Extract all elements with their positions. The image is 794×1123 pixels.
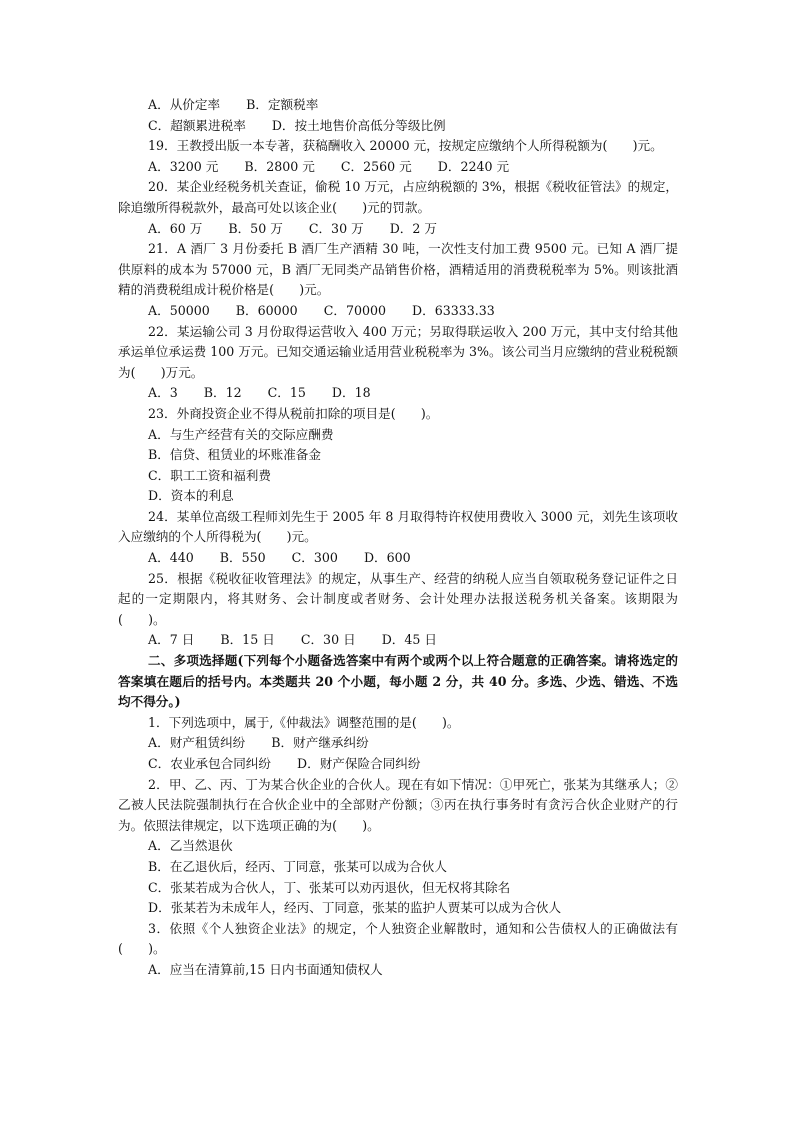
option-a: A．从价定率: [148, 97, 221, 112]
q21-options: [118, 301, 678, 322]
question-25: 25．根据《税收征收管理法》的规定，从事生产、经营的纳税人应当自领取税务登记证件之日起的一定期限内，将其财务、会计制度或者财务、会计处理办法报送税务机关备案。该期限为( )。: [118, 570, 678, 627]
q18-options-row1: [118, 95, 678, 116]
option-b: B．15 日: [220, 632, 275, 648]
option-a: A．乙当然退伙: [148, 838, 233, 854]
question-m2: 2．甲、乙、丙、丁为某合伙企业的合伙人。现在有如下情况：①甲死亡，张某为其继承人；②乙被人民法院强制执行在合伙企业中的全部财产份额；③丙在执行事务时有贪污合伙企业财产的行为。依照法律规定，以下选项正确的为( )。: [118, 776, 678, 833]
option-b: B．财产继承纠纷: [271, 735, 369, 751]
q19-options: [118, 157, 678, 178]
option-a: A．与生产经营有关的交际应酬费: [148, 426, 334, 442]
option-a: A．50000: [148, 302, 210, 318]
option-b: B．信贷、租赁业的坏账准备金: [148, 447, 321, 463]
option-b: B．在乙退伙后，经丙、丁同意，张某可以成为合伙人: [148, 858, 447, 874]
option-b: B．12: [203, 385, 242, 401]
option-a: A．应当在清算前,15 日内书面通知债权人: [148, 961, 383, 977]
m1-options-row2: [118, 754, 678, 775]
option-d: D．45 日: [381, 632, 438, 648]
question-22: 22．某运输公司 3 月份取得运营收入 400 万元；另取得联运收入 200 万元，其中支付给其他承运单位承运费 100 万元。已知交通运输业适用营业税税率为 3%。该公司当月应缴纳的营业税税额为( )万元。: [118, 323, 678, 380]
option-a: A．7 日: [148, 632, 195, 648]
question-23: 23．外商投资企业不得从税前扣除的项目是( )。: [148, 405, 439, 421]
option-b: B．定额税率: [246, 97, 319, 112]
option-c: C．300: [291, 550, 338, 566]
option-b: B．2800 元: [244, 158, 315, 174]
option-c: C．农业承包合同纠纷: [148, 756, 271, 771]
q24-options: [118, 548, 678, 569]
option-c: C．张某若成为合伙人，丁、张某可以劝丙退伙，但无权将其除名: [148, 879, 511, 895]
option-a: A．3: [148, 385, 178, 401]
section-heading-multiple-choice: 二、多项选择题(下列每个小题备选答案中有两个或两个以上符合题意的正确答案。请将选定的答案填在题后的括号内。本类题共 20 个小题，每小题 2 分，共 40 分。多选、少选、错选、不选均不得分。): [118, 653, 678, 710]
q18-options-row2: [118, 116, 678, 137]
option-c: C．70000: [323, 302, 387, 318]
option-d: D．2 万: [389, 220, 438, 236]
option-a: A．60 万: [148, 220, 203, 236]
option-d: D．2240 元: [437, 158, 510, 174]
question-19: 19．王教授出版一本专著，获稿酬收入 20000 元，按规定应缴纳个人所得税额为( )元。: [148, 138, 663, 154]
question-24: 24．某单位高级工程师刘先生于 2005 年 8 月取得特许权使用费收入 3000 元，刘先生该项收入应缴纳的个人所得税为( )元。: [118, 508, 678, 545]
q22-options: [118, 383, 678, 404]
question-m3: 3．依照《个人独资企业法》的规定，个人独资企业解散时，通知和公告债权人的正确做法有( )。: [118, 920, 678, 957]
option-d: D．张某若为未成年人，经丙、丁同意，张某的监护人贾某可以成为合伙人: [148, 900, 562, 916]
option-c: C．30 万: [308, 220, 364, 236]
option-d: D．600: [363, 550, 411, 566]
question-20: 20．某企业经税务机关查证，偷税 10 万元，占应纳税额的 3%，根据《税收征管法》的规定，除追缴所得税款外，最高可处以该企业( )元的罚款。: [118, 179, 679, 215]
option-c: C．2560 元: [340, 158, 412, 174]
option-a: A．财产租赁纠纷: [148, 735, 246, 751]
q20-options: [118, 219, 678, 240]
document-page: [118, 95, 678, 981]
option-d: D．资本的利息: [148, 488, 234, 504]
option-d: D．63333.33: [412, 302, 495, 318]
option-c: C．30 日: [300, 632, 356, 648]
question-m1: 1．下列选项中，属于,《仲裁法》调整范围的是( )。: [148, 714, 460, 730]
option-c: C．职工工资和福利费: [148, 467, 271, 483]
option-d: D．按土地售价高低分等级比例: [271, 117, 446, 133]
q25-options: [118, 630, 678, 651]
option-d: D．财产保险合同纠纷: [297, 756, 421, 771]
option-b: B．50 万: [228, 220, 283, 236]
option-b: B．550: [219, 550, 266, 566]
option-c: C．15: [267, 385, 306, 401]
option-d: D．18: [331, 385, 371, 401]
option-b: B．60000: [235, 302, 298, 318]
question-21: 21．A 酒厂 3 月份委托 B 酒厂生产酒精 30 吨，一次性支付加工费 9500 元。已知 A 酒厂提供原料的成本为 57000 元，B 酒厂无同类产品销售价格，酒精适用的消费税税率为 5%。则该批酒精的消费税组成计税价格是( )元。: [118, 241, 678, 298]
option-c: C．超额累进税率: [148, 117, 246, 133]
option-a: A．440: [148, 550, 194, 566]
option-a: A．3200 元: [148, 158, 219, 174]
m1-options-row1: [118, 733, 678, 754]
